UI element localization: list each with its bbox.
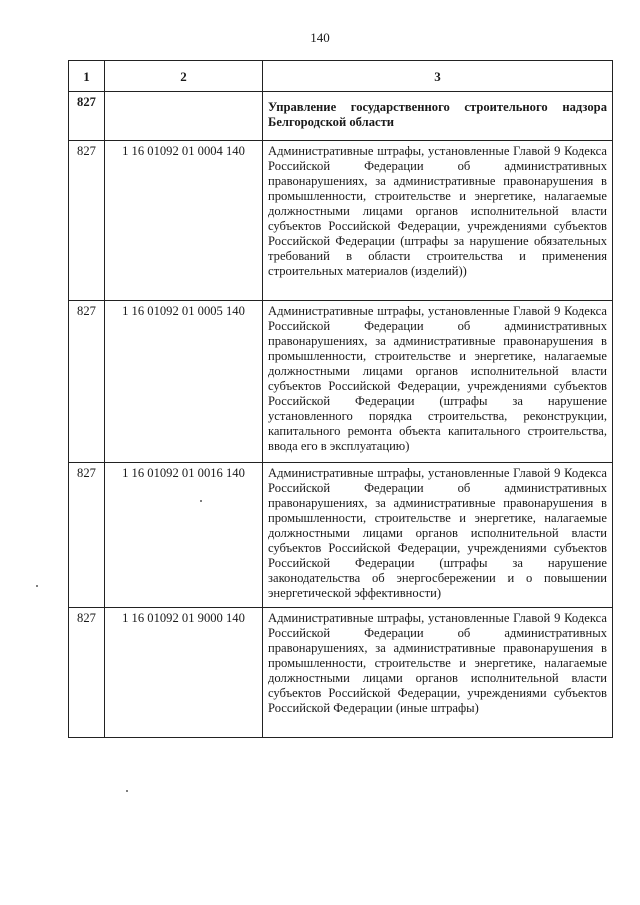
table-row — [69, 608, 613, 738]
table-row — [69, 463, 613, 608]
scan-speck — [36, 585, 38, 587]
header-col-1: 1 — [69, 61, 105, 92]
row-description: Административные штрафы, установленные Главой 9 Кодекса Российской Федерации об административных правонарушениях, за административные правонарушения в промышленности, строительстве и энергетике, налагаемые должностными лицами органов исполнительной власти субъектов Российской Федерации, учреждениями субъектов Российской Федерации (иные штрафы) — [263, 608, 613, 738]
row-description: Административные штрафы, установленные Главой 9 Кодекса Российской Федерации об административных правонарушениях, за административные правонарушения в промышленности, строительстве и энергетике, налагаемые должностными лицами органов исполнительной власти субъектов Российской Федерации, учреждениями субъектов Российской Федерации (штрафы за нарушение обязательных требований в области строительства и применения строительных материалов (изделий)) — [263, 141, 613, 301]
table-row — [69, 301, 613, 463]
administrator-name: Управление государственного строительного надзора Белгородской области — [263, 92, 613, 141]
administrator-row — [69, 92, 613, 141]
administrator-code: 827 — [69, 92, 105, 141]
row-description: Административные штрафы, установленные Главой 9 Кодекса Российской Федерации об административных правонарушениях, за административные правонарушения в промышленности, строительстве и энергетике, налагаемые должностными лицами органов исполнительной власти субъектов Российской Федерации, учреждениями субъектов Российской Федерации (штрафы за нарушение законодательства об энергосбережении и о повышении энергетической эффективности) — [263, 463, 613, 608]
administrator-kbk-empty — [105, 92, 263, 141]
row-kbk-code: 1 16 01092 01 9000 140 — [105, 608, 263, 738]
row-admin-code: 827 — [69, 608, 105, 738]
scan-speck — [200, 500, 202, 502]
scan-speck — [126, 790, 128, 792]
row-admin-code: 827 — [69, 301, 105, 463]
row-kbk-code: 1 16 01092 01 0004 140 — [105, 141, 263, 301]
page-number: 140 — [310, 30, 330, 45]
row-description: Административные штрафы, установленные Главой 9 Кодекса Российской Федерации об административных правонарушениях, за административные правонарушения в промышленности, строительстве и энергетике, налагаемые должностными лицами органов исполнительной власти субъектов Российской Федерации, учреждениями субъектов Российской Федерации (штрафы за нарушение установленного порядка строительства, реконструкции, капитального ремонта объекта капитального строительства, ввода его в эксплуатацию) — [263, 301, 613, 463]
revenue-codes-table — [68, 60, 613, 738]
row-kbk-code: 1 16 01092 01 0016 140 — [105, 463, 263, 608]
row-admin-code: 827 — [69, 141, 105, 301]
row-kbk-code: 1 16 01092 01 0005 140 — [105, 301, 263, 463]
table-header-row — [69, 61, 613, 92]
header-col-3: 3 — [263, 61, 613, 92]
header-col-2: 2 — [105, 61, 263, 92]
table-row — [69, 141, 613, 301]
row-admin-code: 827 — [69, 463, 105, 608]
